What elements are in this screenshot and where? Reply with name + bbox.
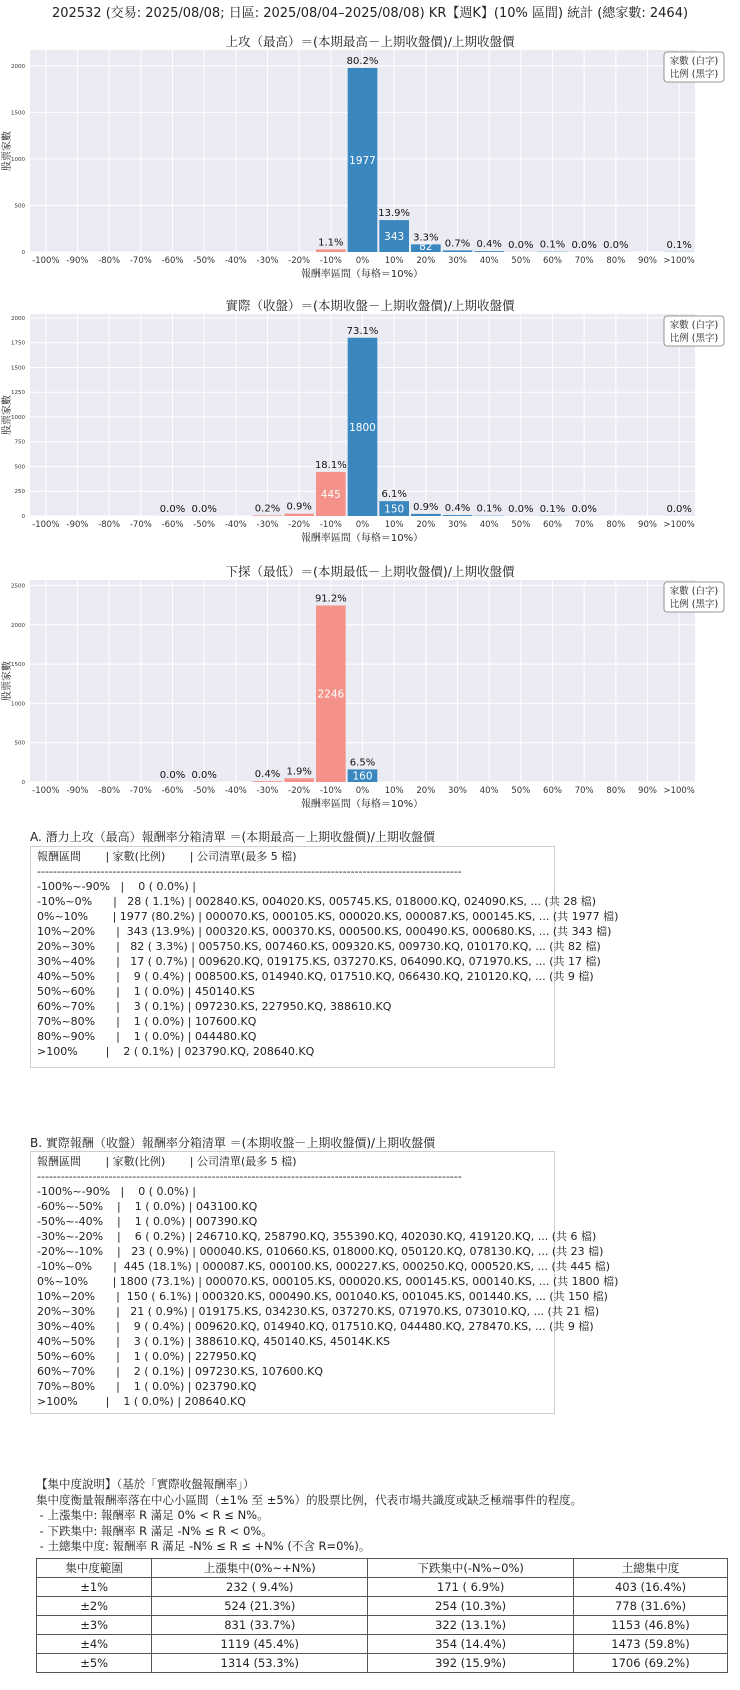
y-tick-label: 1750 [11, 340, 25, 347]
y-tick-label: 1250 [11, 390, 25, 397]
list-line: ----------------------------------------------------------------------------------------------------------- [37, 865, 462, 878]
bar-pct-label: 91.2% [314, 593, 347, 605]
x-tick-label: 0% [355, 256, 370, 266]
legend-text: 比例 (黑字) [669, 333, 719, 344]
bar-pct-label: 80.2% [346, 55, 379, 67]
list-line: 0%~10% | 1977 (80.2%) | 000070.KS, 000105.KS, 000020.KS, 000087.KS, 000145.KS, ... (共 1977 檔) [37, 910, 619, 923]
y-axis-label: 股票家數 [2, 395, 13, 435]
x-tick-label: -40% [224, 256, 247, 266]
table-cell: 831 (33.7%) [152, 1616, 368, 1635]
list-line: 60%~70% | 2 ( 0.1%) | 097230.KS, 107600.KQ [37, 1365, 324, 1378]
x-tick-label: 0% [355, 786, 370, 796]
list-line: 50%~60% | 1 ( 0.0%) | 450140.KS [37, 985, 255, 998]
y-tick-label: 500 [14, 464, 25, 471]
list-a-title: A. 潛力上攻（最高）報酬率分箱清單 ＝(本期最高－上期收盤價)/上期收盤價 [30, 830, 435, 844]
bar [316, 249, 346, 252]
table-cell: 254 (10.3%) [368, 1597, 574, 1616]
y-tick-label: 2000 [11, 622, 25, 629]
x-tick-label: -90% [66, 256, 89, 266]
y-tick-label: 0 [21, 250, 25, 256]
y-tick-label: 0 [21, 514, 25, 520]
table-cell: 524 (21.3%) [152, 1597, 368, 1616]
list-line: 70%~80% | 1 ( 0.0%) | 023790.KQ [37, 1380, 257, 1393]
list-line: 20%~30% | 21 ( 0.9%) | 019175.KS, 034230.KS, 037270.KS, 071970.KS, 073010.KQ, ... (共 21 檔) [37, 1305, 600, 1318]
x-axis-label: 報酬率區間（每格＝10%） [300, 533, 424, 544]
chart-up [0, 34, 740, 288]
table-cell: 171 ( 6.9%) [368, 1578, 574, 1597]
bar-pct-label: 0.4% [254, 769, 281, 781]
table-cell: 1473 (59.8%) [574, 1635, 728, 1654]
x-tick-label: -10% [319, 256, 342, 266]
note-line: - 土總集中度: 報酬率 R 滿足 -N% ≤ R ≤ +N% (不含 R=0%)。 [36, 1539, 371, 1553]
y-tick-label: 2500 [11, 583, 25, 590]
bar-pct-label: 0.0% [666, 503, 692, 515]
list-line: >100% | 2 ( 0.1%) | 023790.KQ, 208640.KQ [37, 1045, 315, 1058]
x-tick-label: -50% [193, 786, 216, 796]
bar-pct-label: 0.0% [571, 503, 597, 515]
x-tick-label: 40% [479, 786, 499, 796]
table-cell: ±1% [37, 1578, 152, 1597]
list-line: >100% | 1 ( 0.0%) | 208640.KQ [37, 1395, 246, 1408]
x-tick-label: -60% [161, 520, 184, 530]
list-line: 40%~50% | 9 ( 0.4%) | 008500.KS, 014940.KQ, 017510.KQ, 066430.KQ, 210120.KQ, ... (共 9 檔) [37, 970, 594, 983]
legend-text: 家數 (白字) [669, 586, 719, 597]
concentration-header-row [37, 1559, 728, 1578]
list-line: 70%~80% | 1 ( 0.0%) | 107600.KQ [37, 1015, 257, 1028]
y-tick-label: 750 [14, 439, 25, 446]
x-tick-label: >100% [663, 256, 695, 266]
y-tick-label: 2000 [11, 315, 25, 322]
table-cell: 1706 (69.2%) [574, 1654, 728, 1673]
x-tick-label: 30% [448, 256, 467, 266]
bar [284, 514, 314, 516]
list-line: 30%~40% | 9 ( 0.4%) | 009620.KQ, 014940.KQ, 017510.KQ, 044480.KQ, 278470.KS, ... (共 9 檔) [37, 1320, 594, 1333]
list-line: -100%~-90% | 0 ( 0.0%) | [37, 880, 196, 893]
list-line: 10%~20% | 150 ( 6.1%) | 000320.KS, 000490.KS, 001040.KS, 001045.KS, 001440.KS, ... (共 150 檔) [37, 1290, 608, 1303]
x-tick-label: -20% [288, 520, 311, 530]
page-title: 202532 (交易: 2025/08/08; 日區: 2025/08/04–2025/08/08) KR【週K】(10% 區間) 統計 (總家數: 2464) [51, 6, 689, 21]
x-axis-label: 報酬率區間（每格＝10%） [300, 269, 424, 280]
y-tick-label: 500 [14, 740, 25, 747]
bar-pct-label: 1.9% [286, 766, 312, 778]
table-row [37, 1635, 728, 1654]
table-cell: 354 (14.4%) [368, 1635, 574, 1654]
list-b-title: B. 實際報酬（收盤）報酬率分箱清單 ＝(本期收盤－上期收盤價)/上期收盤價 [30, 1136, 436, 1150]
x-tick-label: -100% [32, 786, 60, 796]
x-tick-label: -80% [98, 256, 121, 266]
list-line: -100%~-90% | 0 ( 0.0%) | [37, 1185, 196, 1198]
table-row [37, 1578, 728, 1597]
table-cell: 1119 (45.4%) [152, 1635, 368, 1654]
note-line: 集中度衡量報酬率落在中心小區間（±1% 至 ±5%）的股票比例，代表市場共識度或缺乏極端事件的程度。 [36, 1492, 583, 1507]
legend-text: 家數 (白字) [669, 320, 719, 331]
x-tick-label: 20% [416, 256, 436, 266]
y-tick-label: 250 [14, 489, 25, 496]
table-row [37, 1616, 728, 1635]
list-line: ----------------------------------------------------------------------------------------------------------- [37, 1170, 462, 1183]
table-cell: 403 (16.4%) [574, 1578, 728, 1597]
table-cell: 232 ( 9.4%) [152, 1578, 368, 1597]
list-line: -60%~-50% | 1 ( 0.0%) | 043100.KQ [37, 1200, 258, 1213]
chart-title: 實際（收盤）＝(本期收盤－上期收盤價)/上期收盤價 [225, 298, 515, 313]
x-tick-label: 10% [384, 256, 404, 266]
y-tick-label: 1000 [11, 156, 25, 163]
table-header-cell: 上漲集中(0%~+N%) [152, 1559, 368, 1578]
bar-count-label: 2246 [317, 688, 345, 701]
y-tick-label: 1000 [11, 701, 25, 708]
legend-text: 比例 (黑字) [669, 599, 719, 610]
x-tick-label: >100% [663, 520, 695, 530]
x-tick-label: 0% [355, 520, 370, 530]
bar-count-label: 1977 [349, 154, 376, 167]
legend-text: 比例 (黑字) [669, 69, 719, 80]
x-tick-label: 60% [543, 520, 562, 530]
bar [253, 515, 283, 516]
x-tick-label: -20% [288, 256, 311, 266]
x-tick-label: 20% [416, 520, 436, 530]
x-tick-label: -10% [319, 786, 342, 796]
x-tick-label: >100% [663, 786, 695, 796]
concentration-note [36, 1477, 582, 1555]
x-tick-label: 10% [384, 520, 404, 530]
x-tick-label: -90% [66, 786, 89, 796]
y-axis-label: 股票家數 [2, 131, 13, 171]
table-row [37, 1654, 728, 1673]
x-tick-label: -10% [319, 520, 342, 530]
bar-count-label: 150 [384, 503, 405, 516]
x-tick-label: 70% [574, 256, 594, 266]
x-tick-label: -70% [129, 520, 152, 530]
list-line: 40%~50% | 3 ( 0.1%) | 388610.KQ, 450140.KS, 45014K.KS [37, 1335, 390, 1348]
note-line: - 上漲集中: 報酬率 R 滿足 0% < R ≤ N%。 [36, 1508, 269, 1522]
bar [474, 251, 504, 252]
x-tick-label: 60% [543, 256, 562, 266]
x-tick-label: -70% [129, 256, 152, 266]
x-tick-label: 90% [638, 520, 657, 530]
x-tick-label: 80% [606, 520, 626, 530]
bar [411, 514, 441, 516]
bar-pct-label: 0.2% [254, 503, 281, 515]
table-cell: 322 (13.1%) [368, 1616, 574, 1635]
y-tick-label: 1500 [11, 662, 25, 669]
x-tick-label: -50% [193, 256, 216, 266]
bar-pct-label: 13.9% [378, 208, 411, 220]
y-tick-label: 1500 [11, 365, 25, 372]
legend [664, 316, 724, 346]
y-tick-label: 0 [21, 780, 25, 786]
legend-text: 家數 (白字) [669, 56, 719, 67]
x-tick-label: 60% [543, 786, 562, 796]
bar [443, 250, 473, 252]
x-tick-label: -30% [256, 520, 279, 530]
table-header-cell: 下跌集中(-N%~0%) [368, 1559, 574, 1578]
bar-pct-label: 0.1% [539, 503, 566, 515]
bar-pct-label: 0.7% [444, 238, 471, 250]
list-line: 80%~90% | 1 ( 0.0%) | 044480.KQ [37, 1030, 257, 1043]
bar-count-label: 1800 [349, 421, 376, 434]
x-tick-label: 20% [416, 786, 436, 796]
bar-pct-label: 6.1% [381, 489, 407, 501]
bar-pct-label: 0.0% [159, 769, 186, 781]
x-tick-label: -40% [224, 520, 247, 530]
x-tick-label: -30% [256, 256, 279, 266]
bar-pct-label: 6.5% [349, 757, 376, 769]
note-line: 【集中度說明】（基於「實際收盤報酬率」） [36, 1477, 255, 1491]
bar-pct-label: 0.0% [508, 239, 534, 251]
list-line: 30%~40% | 17 ( 0.7%) | 009620.KQ, 019175.KS, 037270.KS, 064090.KQ, 071970.KS, ... (共 17 檔) [37, 955, 601, 968]
x-tick-label: 90% [638, 786, 657, 796]
bar-pct-label: 0.9% [286, 501, 312, 513]
y-axis-label: 股票家數 [2, 661, 13, 701]
x-axis-label: 報酬率區間（每格＝10%） [300, 799, 424, 810]
bar-pct-label: 0.0% [159, 503, 186, 515]
table-header-cell: 集中度範圍 [37, 1559, 152, 1578]
bar-pct-label: 0.0% [508, 503, 534, 515]
bar-pct-label: 0.1% [666, 239, 692, 251]
note-line: - 下跌集中: 報酬率 R 滿足 -N% ≤ R < 0%。 [36, 1523, 273, 1538]
table-cell: ±5% [37, 1654, 152, 1673]
x-tick-label: -100% [32, 520, 60, 530]
x-tick-label: -20% [288, 786, 311, 796]
bar [284, 778, 314, 782]
bar-pct-label: 0.4% [476, 239, 502, 251]
bar [443, 515, 473, 516]
x-tick-label: 30% [448, 520, 467, 530]
x-tick-label: 30% [448, 786, 467, 796]
x-tick-label: 10% [384, 786, 404, 796]
bar-pct-label: 0.1% [539, 239, 566, 251]
table-cell: 1153 (46.8%) [574, 1616, 728, 1635]
list-line: 報酬區間 | 家數(比例) | 公司清單(最多 5 檔) [37, 850, 297, 863]
list-line: 50%~60% | 1 ( 0.0%) | 227950.KQ [37, 1350, 257, 1363]
bar-pct-label: 0.0% [191, 503, 217, 515]
x-tick-label: -60% [161, 786, 184, 796]
table-row [37, 1597, 728, 1616]
x-tick-label: 50% [511, 786, 531, 796]
table-cell: 778 (31.6%) [574, 1597, 728, 1616]
bar-count-label: 445 [320, 488, 341, 501]
x-tick-label: 50% [511, 520, 531, 530]
concentration-table [36, 1558, 728, 1673]
x-tick-label: -50% [193, 520, 216, 530]
x-tick-label: 80% [606, 256, 626, 266]
list-line: -20%~-10% | 23 ( 0.9%) | 000040.KS, 010660.KS, 018000.KQ, 050120.KQ, 078130.KQ, ... (共 23 檔) [37, 1245, 604, 1258]
x-tick-label: -80% [98, 786, 121, 796]
y-tick-label: 500 [14, 203, 25, 210]
list-line: 報酬區間 | 家數(比例) | 公司清單(最多 5 檔) [37, 1155, 297, 1168]
y-tick-label: 1000 [11, 414, 25, 421]
x-tick-label: -90% [66, 520, 89, 530]
bar-count-label: 343 [384, 231, 405, 244]
x-tick-label: -80% [98, 520, 121, 530]
bar-pct-label: 0.0% [603, 239, 629, 251]
bar-pct-label: 18.1% [314, 459, 347, 471]
x-tick-label: -70% [129, 786, 152, 796]
bar-pct-label: 1.1% [318, 237, 344, 249]
list-b-box [30, 1151, 619, 1414]
legend [664, 582, 724, 612]
list-line: -10%~0% | 28 ( 1.1%) | 002840.KS, 004020.KS, 005745.KS, 018000.KQ, 024090.KS, ... (共 28 檔) [37, 895, 597, 908]
bar-pct-label: 0.0% [571, 239, 597, 251]
table-cell: ±2% [37, 1597, 152, 1616]
list-line: -30%~-20% | 6 ( 0.2%) | 246710.KQ, 258790.KQ, 355390.KQ, 402030.KQ, 419120.KQ, ... (共 6 檔) [37, 1230, 597, 1243]
list-line: 10%~20% | 343 (13.9%) | 000320.KS, 000370.KS, 000500.KS, 000490.KS, 000680.KS, ... (共 343 檔) [37, 925, 612, 938]
legend [664, 52, 724, 82]
bar-pct-label: 0.9% [413, 501, 439, 513]
chart-close [0, 298, 740, 552]
y-tick-label: 1500 [11, 110, 25, 117]
bar-count-label: 160 [352, 770, 373, 783]
bar-pct-label: 3.3% [413, 232, 439, 244]
list-line: 20%~30% | 82 ( 3.3%) | 005750.KS, 007460.KS, 009320.KS, 009730.KQ, 010170.KQ, ... (共 82 檔) [37, 940, 601, 953]
bar [253, 781, 283, 782]
chart-title: 上攻（最高）＝(本期最高－上期收盤價)/上期收盤價 [225, 34, 515, 49]
list-line: -10%~0% | 445 (18.1%) | 000087.KS, 000100.KS, 000227.KS, 000250.KQ, 000520.KS, ... (共 445 檔) [37, 1260, 611, 1273]
x-tick-label: -40% [224, 786, 247, 796]
table-cell: ±3% [37, 1616, 152, 1635]
x-tick-label: 70% [574, 520, 594, 530]
x-tick-label: -60% [161, 256, 184, 266]
list-a-box [30, 846, 619, 1068]
chart-down [0, 564, 740, 818]
table-cell: 392 (15.9%) [368, 1654, 574, 1673]
table-cell: ±4% [37, 1635, 152, 1654]
x-tick-label: 70% [574, 786, 594, 796]
bar-count-label: 82 [419, 241, 433, 253]
bar-pct-label: 0.0% [191, 769, 217, 781]
x-tick-label: 50% [511, 256, 531, 266]
y-tick-label: 2000 [11, 63, 25, 70]
bar-pct-label: 73.1% [346, 325, 379, 337]
x-tick-label: 40% [479, 256, 499, 266]
list-line: 60%~70% | 3 ( 0.1%) | 097230.KS, 227950.KQ, 388610.KQ [37, 1000, 392, 1013]
bar-pct-label: 0.4% [444, 503, 471, 515]
chart-title: 下探（最低）＝(本期最低－上期收盤價)/上期收盤價 [225, 564, 515, 579]
list-line: 0%~10% | 1800 (73.1%) | 000070.KS, 000105.KS, 000020.KS, 000145.KS, 000140.KS, ... (共 1800 檔) [37, 1275, 619, 1288]
x-tick-label: 80% [606, 786, 626, 796]
table-header-cell: 土總集中度 [574, 1559, 728, 1578]
x-tick-label: 90% [638, 256, 657, 266]
x-tick-label: 40% [479, 520, 499, 530]
x-tick-label: -100% [32, 256, 60, 266]
x-tick-label: -30% [256, 786, 279, 796]
bar-pct-label: 0.1% [476, 503, 502, 515]
table-cell: 1314 (53.3%) [152, 1654, 368, 1673]
list-line: -50%~-40% | 1 ( 0.0%) | 007390.KQ [37, 1215, 258, 1228]
